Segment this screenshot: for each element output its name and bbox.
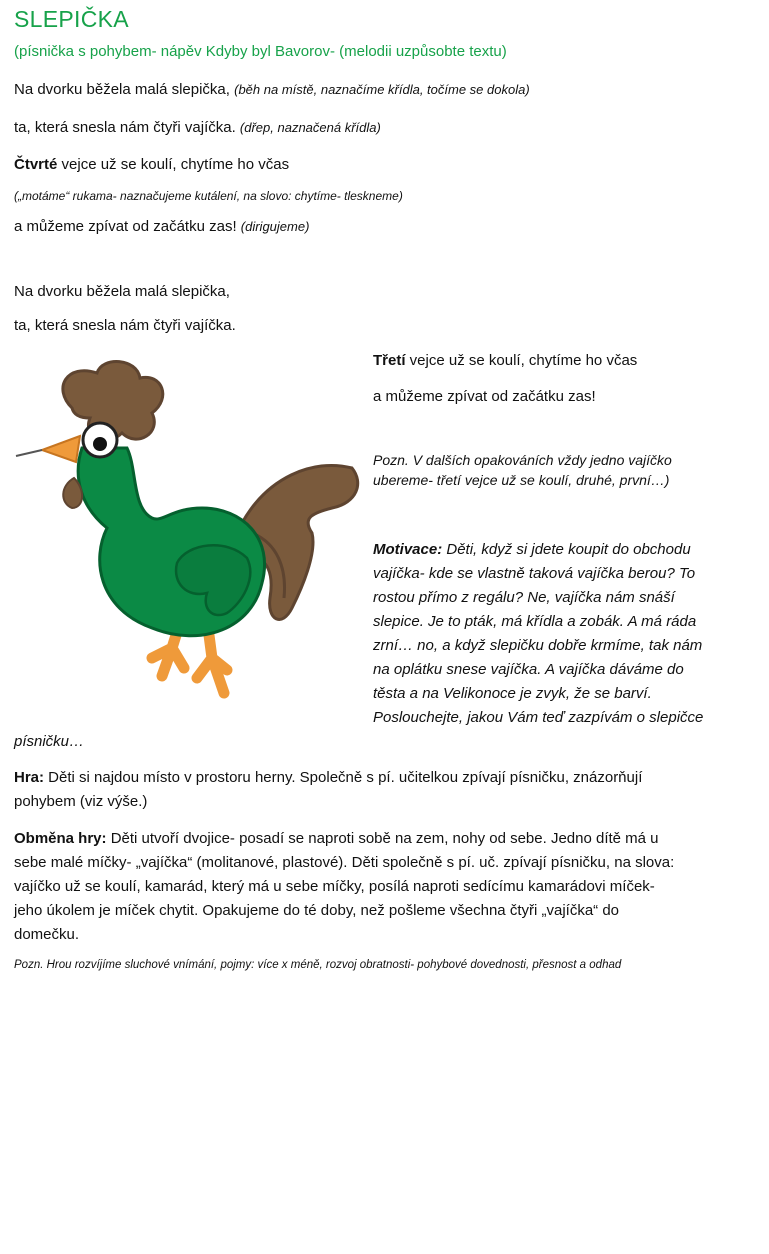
verse1-line4-note: (dirigujeme): [240, 219, 310, 234]
verse1-line3: Čtvrté vejce už se koulí, chytíme ho včas: [14, 156, 290, 173]
verse1-line1-note: (běh na místě, naznačíme křídla, točíme se dokola): [234, 82, 530, 97]
verse1-line2: ta, která snesla nám čtyři vajíčka. (dřep, naznačená křídla): [14, 119, 381, 136]
rooster-illustration: [12, 358, 364, 710]
verse1-line2-note: (dřep, naznačená křídla): [239, 120, 381, 135]
pozn1-line1: Pozn. V dalších opakováních vždy jedno vajíčko: [373, 452, 672, 468]
motivace-tail: písničku…: [14, 733, 85, 750]
verse2-line2: ta, která snesla nám čtyři vajíčka.: [14, 317, 236, 334]
verse1-line1: Na dvorku běžela malá slepička, (běh na místě, naznačíme křídla, točíme se dokola): [14, 81, 530, 98]
pozn2-note: Pozn. Hrou rozvíjíme sluchové vnímání, pojmy: více x méně, rozvoj obratnosti- pohybové dovednosti, přesnost a odhad: [14, 959, 622, 971]
page-subtitle: (písnička s pohybem- nápěv Kdyby byl Bavorov- (melodii uzpůsobte textu): [14, 43, 507, 60]
verse1-line3-note: („motáme“ rukama- naznačujeme kutálení, na slovo: chytíme- tleskneme): [14, 189, 403, 203]
verse1-line4: a můžeme zpívat od začátku zas! (dirigujeme): [14, 218, 310, 235]
motivace-paragraph: Motivace: Děti, když si jdete koupit do obchodu vajíčka- kde se vlastně taková vajíčka berou? To rostou přímo z regálu? Ne, vajíčka nám snáší slepice. Je to pták, má křídla a zobák. A má ráda zrní… no, a když slepičku dobře krmíme, tak nám na oplátku snese vajíčka. A vajíčka dáváme do těsta a na Velikonoce je zvyk, že se barví. Poslouchejte, jakou Vám teď zazpívám o slepičce: [373, 541, 704, 726]
verse2-line1: Na dvorku běžela malá slepička,: [14, 283, 230, 300]
hra-paragraph: Hra: Děti si najdou místo v prostoru herny. Společně s pí. učitelkou zpívají písničku, znázorňují pohybem (viz výše.): [14, 769, 643, 810]
hra-label: Hra:: [14, 769, 45, 786]
pozn1-line2: ubereme- třetí vejce už se koulí, druhé, první…): [373, 472, 670, 488]
motivace-label: Motivace:: [373, 541, 443, 558]
obmena-label: Obměna hry:: [14, 830, 107, 847]
verse2-line3: Třetí vejce už se koulí, chytíme ho včas: [373, 352, 638, 369]
verse2-line4: a můžeme zpívat od začátku zas!: [373, 388, 596, 405]
obmena-paragraph: Obměna hry: Děti utvoří dvojice- posadí se naproti sobě na zem, nohy od sebe. Jedno dítě má u sebe malé míčky- „vajíčka“ (molitanové, plastové). Děti společně s pí. uč. zpívají písničku, na slova: vajíčko už se koulí, kamarád, který má u sebe míčky, posílá naproti sedícímu kamarádovi míček- jeho úkolem je míček chytit. Opakujeme do té doby, než pošleme všechna čtyři „vajíčka“ do domečku.: [14, 830, 675, 943]
page-title: SLEPIČKA: [14, 6, 129, 32]
